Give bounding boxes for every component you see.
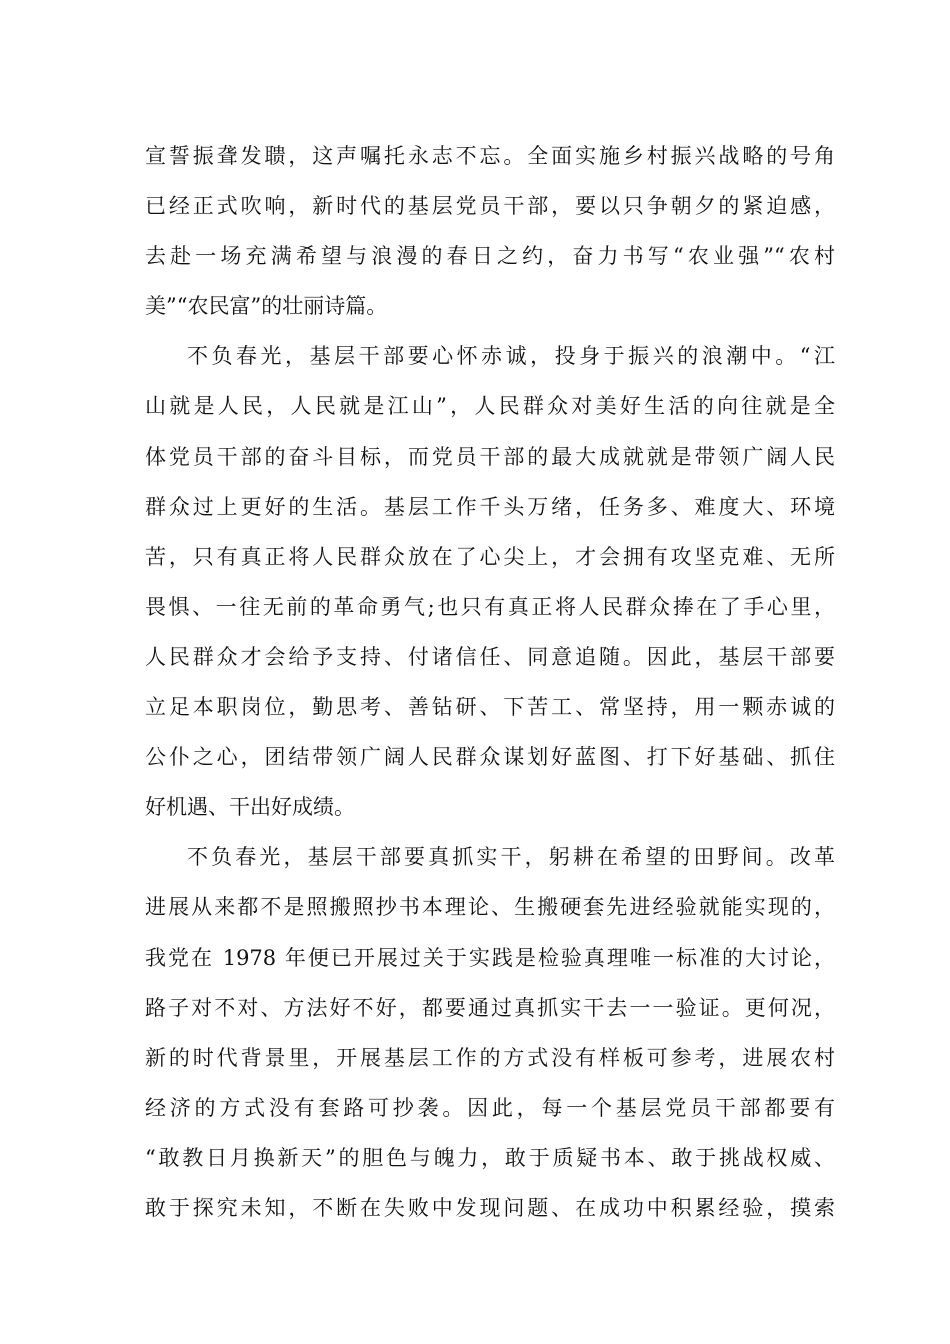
paragraph-line: 已经正式吹响，新时代的基层党员干部，要以只争朝夕的紧迫感， xyxy=(145,194,835,219)
paragraph xyxy=(145,131,835,331)
paragraph-line: 我党在 1978 年便已开展过关于实践是检验真理唯一标准的大讨论， xyxy=(145,945,835,970)
paragraph-line: “敢教日月换新天”的胆色与魄力，敢于质疑书本、敢于挑战权威、 xyxy=(145,1145,835,1170)
paragraph-line: 去赴一场充满希望与浪漫的春日之约，奋力书写“农业强”“农村 xyxy=(145,244,835,269)
paragraph-line: 经济的方式没有套路可抄袭。因此，每一个基层党员干部都要有 xyxy=(145,1095,835,1120)
paragraph-line: 不负春光，基层干部要心怀赤诚，投身于振兴的浪潮中。“江 xyxy=(187,344,835,369)
paragraph-line: 山就是人民，人民就是江山”，人民群众对美好生活的向往就是全 xyxy=(145,394,835,419)
paragraph-line: 不负春光，基层干部要真抓实干，躬耕在希望的田野间。改革 xyxy=(187,845,835,870)
paragraph-line: 人民群众才会给予支持、付诸信任、同意追随。因此，基层干部要 xyxy=(145,644,835,669)
paragraph-line: 新的时代背景里，开展基层工作的方式没有样板可参考，进展农村 xyxy=(145,1045,835,1070)
paragraph-line: 苦，只有真正将人民群众放在了心尖上，才会拥有攻坚克难、无所 xyxy=(145,544,835,569)
paragraph xyxy=(145,331,835,832)
paragraph xyxy=(145,832,835,1233)
paragraph-line: 畏惧、一往无前的革命勇气;也只有真正将人民群众捧在了手心里， xyxy=(145,594,835,619)
paragraph-line: 公仆之心，团结带领广阔人民群众谋划好蓝图、打下好基础、抓住 xyxy=(145,745,835,770)
paragraph-line: 好机遇、干出好成绩。 xyxy=(145,795,355,820)
paragraph-line: 宣誓振聋发聩，这声嘱托永志不忘。全面实施乡村振兴战略的号角 xyxy=(145,144,835,168)
paragraph-line: 立足本职岗位，勤思考、善钻研、下苦工、常坚持，用一颗赤诚的 xyxy=(145,695,835,720)
paragraph-line: 群众过上更好的生活。基层工作千头万绪，任务多、难度大、环境 xyxy=(145,494,835,519)
paragraph-line: 敢于探究未知，不断在失败中发现问题、在成功中积累经验，摸索 xyxy=(145,1195,835,1220)
document-body xyxy=(145,131,835,1233)
paragraph-line: 路子对不对、方法好不好，都要通过真抓实干去一一验证。更何况， xyxy=(145,995,835,1020)
paragraph-line: 体党员干部的奋斗目标，而党员干部的最大成就就是带领广阔人民 xyxy=(145,444,835,469)
paragraph-line: 进展从来都不是照搬照抄书本理论、生搬硬套先进经验就能实现的， xyxy=(145,895,835,920)
paragraph-line: 美”“农民富”的壮丽诗篇。 xyxy=(145,294,388,319)
